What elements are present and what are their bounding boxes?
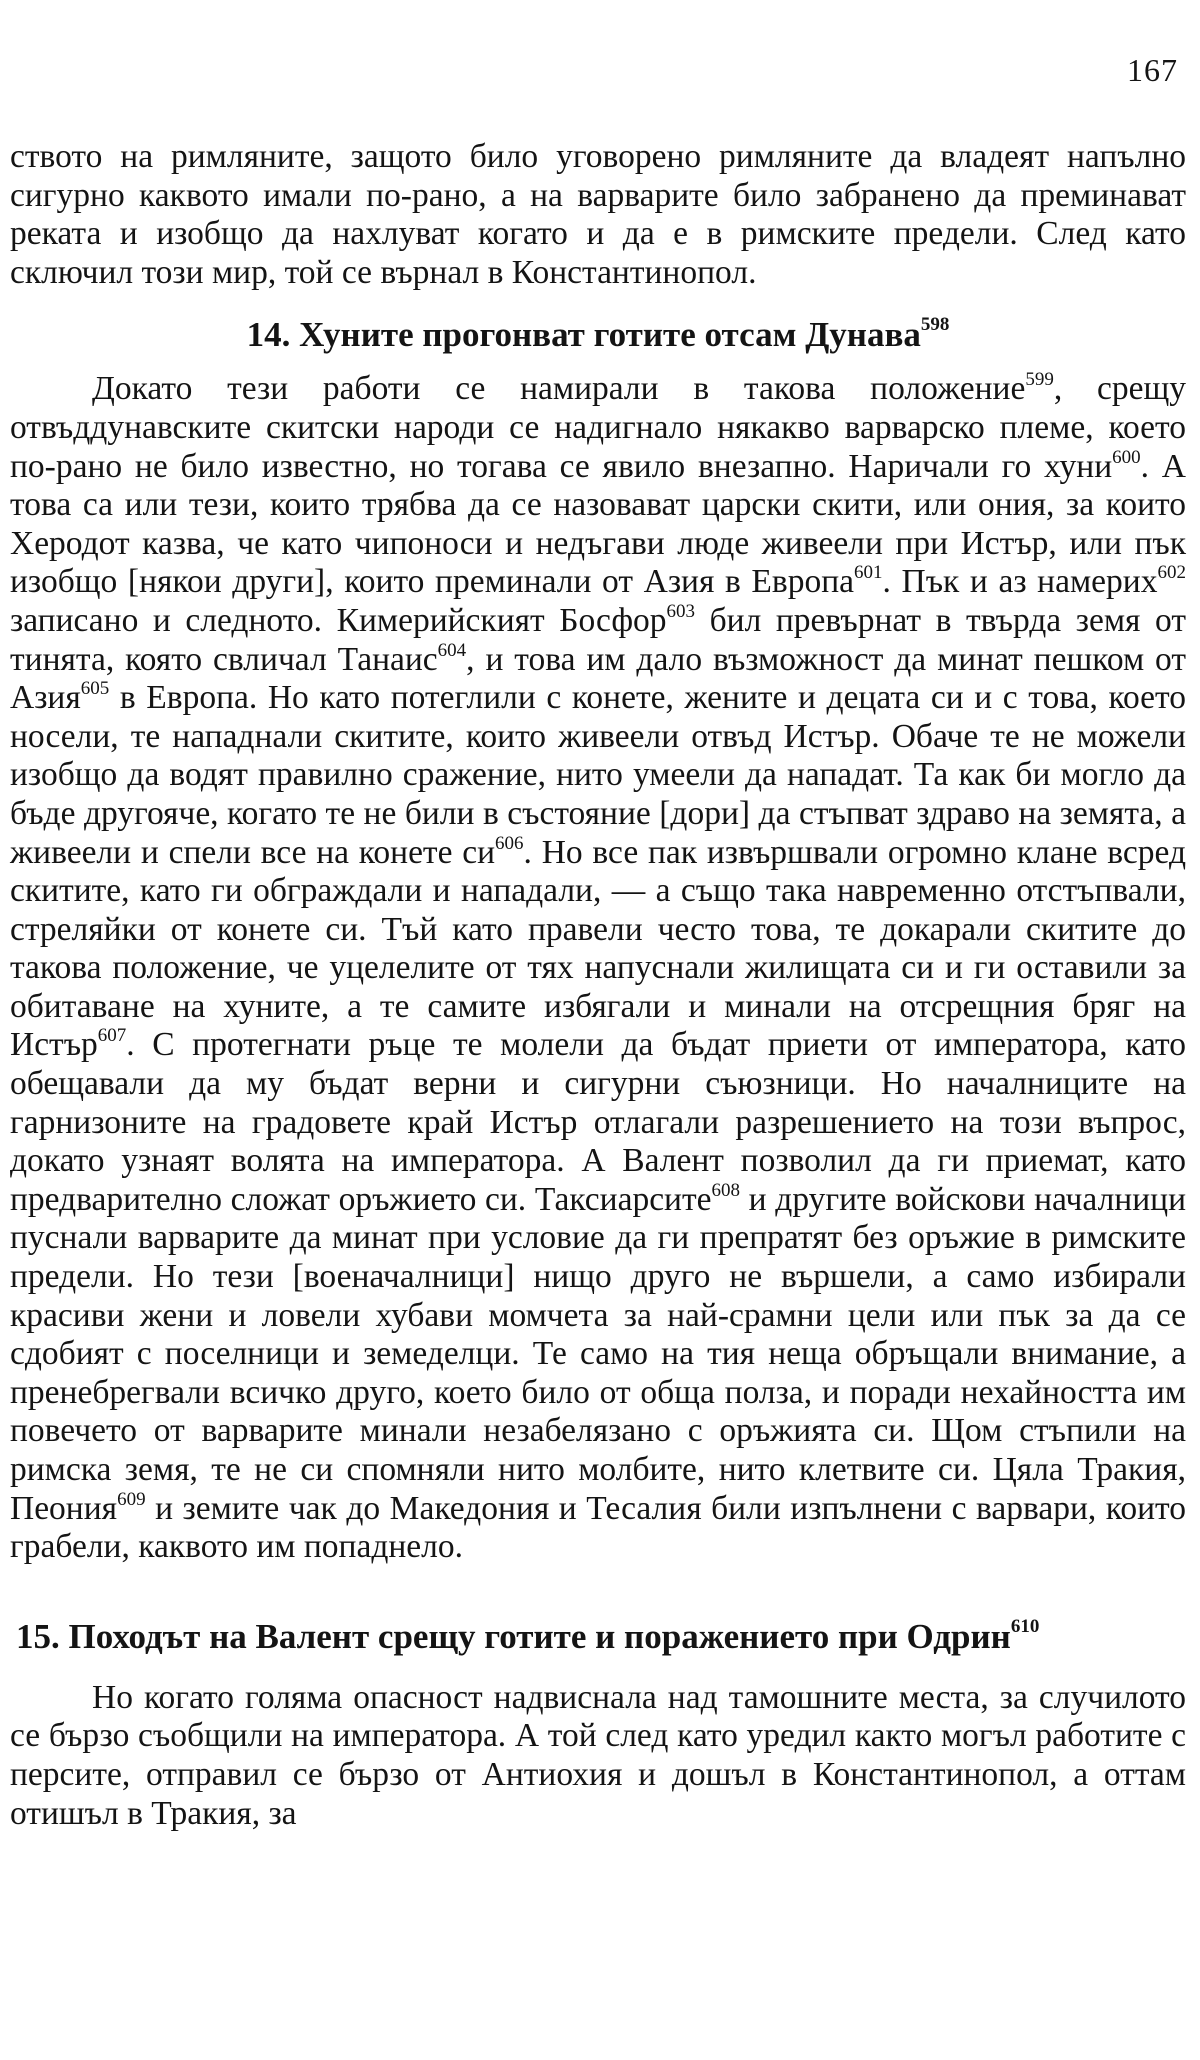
paragraph-huns	[10, 370, 1186, 1566]
footnote-ref: 600	[1112, 446, 1141, 468]
text-run: , и това им дало възможност да минат пешком от Азия	[10, 640, 1186, 717]
footnote-ref: 601	[854, 562, 883, 584]
section-heading-14-text: 14. Хуните прогонват готите отсам Дунава	[246, 315, 921, 355]
text-run: . С протегнати ръце те молели да бъдат приети от императора, като обещавали да му бъдат верни и сигурни съюзници. Но началниците на гарнизоните на градовете край Истър отлагали разрешението на този въпрос, докато узнаят волята на императора. А Валент позволил да ги приемат, като предварително сложат оръжието си. Таксиарсите	[10, 1026, 1186, 1218]
footnote-ref: 598	[920, 314, 950, 336]
footnote-ref: 608	[711, 1179, 740, 1201]
text-run: записано и следното. Кимерийският Босфор	[10, 601, 667, 639]
footnote-ref: 599	[1025, 369, 1054, 391]
text-run: Докато тези работи се намирали в такова положение	[92, 370, 1026, 408]
footnote-ref: 609	[117, 1488, 146, 1510]
footnote-ref: 603	[666, 600, 696, 622]
text-run: . Но все пак извършвали огромно клане всред скитите, като ги обграждали и нападали, — а също така навременно отстъпвали, стреляйки от конете си. Тъй като правели често това, те докарали скитите до такова положение, че уцелелите от тях напуснали жилищата си и ги оставили за обитаване на хуните, а те самите избягали и минали на отсрещния бряг на Истър	[10, 833, 1186, 1064]
page-number: 167	[1127, 52, 1178, 88]
section-heading-14	[10, 315, 1186, 355]
text-run: . Пък и аз намерих	[882, 563, 1158, 601]
footnote-ref: 607	[97, 1025, 127, 1047]
footnote-ref: 604	[437, 639, 467, 661]
book-page	[10, 0, 1192, 2060]
section-heading-15-text: 15. Походът на Валент срещу готите и поражението при Одрин	[16, 1616, 1011, 1656]
text-run: , срещу отвъддунавските скитски народи се надигнало някакво варварско племе, което по-рано не било известно, но тогава се явило внезапно. Наричали го хуни	[10, 370, 1186, 485]
text-run: в Европа. Но като потеглили с конете, жените и децата си и с това, което носели, те нападнали скитите, които живеели отвъд Истър. Обаче те не можели изобщо да водят правилно сражение, нито умеели да нападат. Та как би могло да бъде другояче, когато те не били в състояние [дори] да стъпват здраво на земята, а живеели и спели все на конете си	[10, 679, 1186, 871]
section-heading-15	[10, 1617, 1186, 1657]
footnote-ref: 605	[80, 678, 110, 700]
footnote-ref: 606	[495, 832, 524, 854]
text-run: и другите войскови началници пуснали варварите да минат при условие да ги препратят без оръжие в римските предели. Но тези [военачалници] нищо друго не вършели, а само избирали красиви жени и ловели хубави момчета за най-срамни цели или пък за да се сдобият с поселници и земеделци. Те само на тия неща обръщали внимание, а пренебрегвали всичко друго, което било от обща полза, и поради нехайността им повечето от варварите минали незабелязано с оръжията си. Щом стъпили на римска земя, те не си спомняли нито молбите, нито клетвите си. Цяла Тракия, Пеония	[10, 1180, 1186, 1527]
paragraph-valens: Но когато голяма опасност надвиснала над тамошните места, за случилото се бързо съобщили на императора. А той след като уредил както могъл работите с персите, отправил се бързо от Антиохия и дошъл в Константинопол, а оттам отишъл в Тракия, за	[10, 1678, 1186, 1832]
text-run: бил превърнат в твърда земя от тинята, която свличал Танаис	[10, 601, 1186, 678]
footnote-ref: 602	[1157, 562, 1186, 584]
page-body	[10, 138, 1186, 1833]
footnote-ref: 610	[1010, 1615, 1040, 1637]
paragraph-continuation: ството на римляните, защото било уговорено римляните да владеят напълно сигурно каквото имали по-рано, а на варварите било забранено да преминават реката и изобщо да нахлуват когато и да е в римските предели. След като сключил този мир, той се върнал в Константинопол.	[10, 138, 1186, 291]
text-run: и земите чак до Македония и Тесалия били изпълнени с варвари, които грабели, каквото им попаднело.	[10, 1489, 1186, 1566]
text-run: . А това са или тези, които трябва да се назовават царски скити, или ония, за които Херодот казва, че като чипоноси и недъгави люде живеели при Истър, или пък изобщо [някои други], които преминали от Азия в Европа	[10, 447, 1186, 601]
